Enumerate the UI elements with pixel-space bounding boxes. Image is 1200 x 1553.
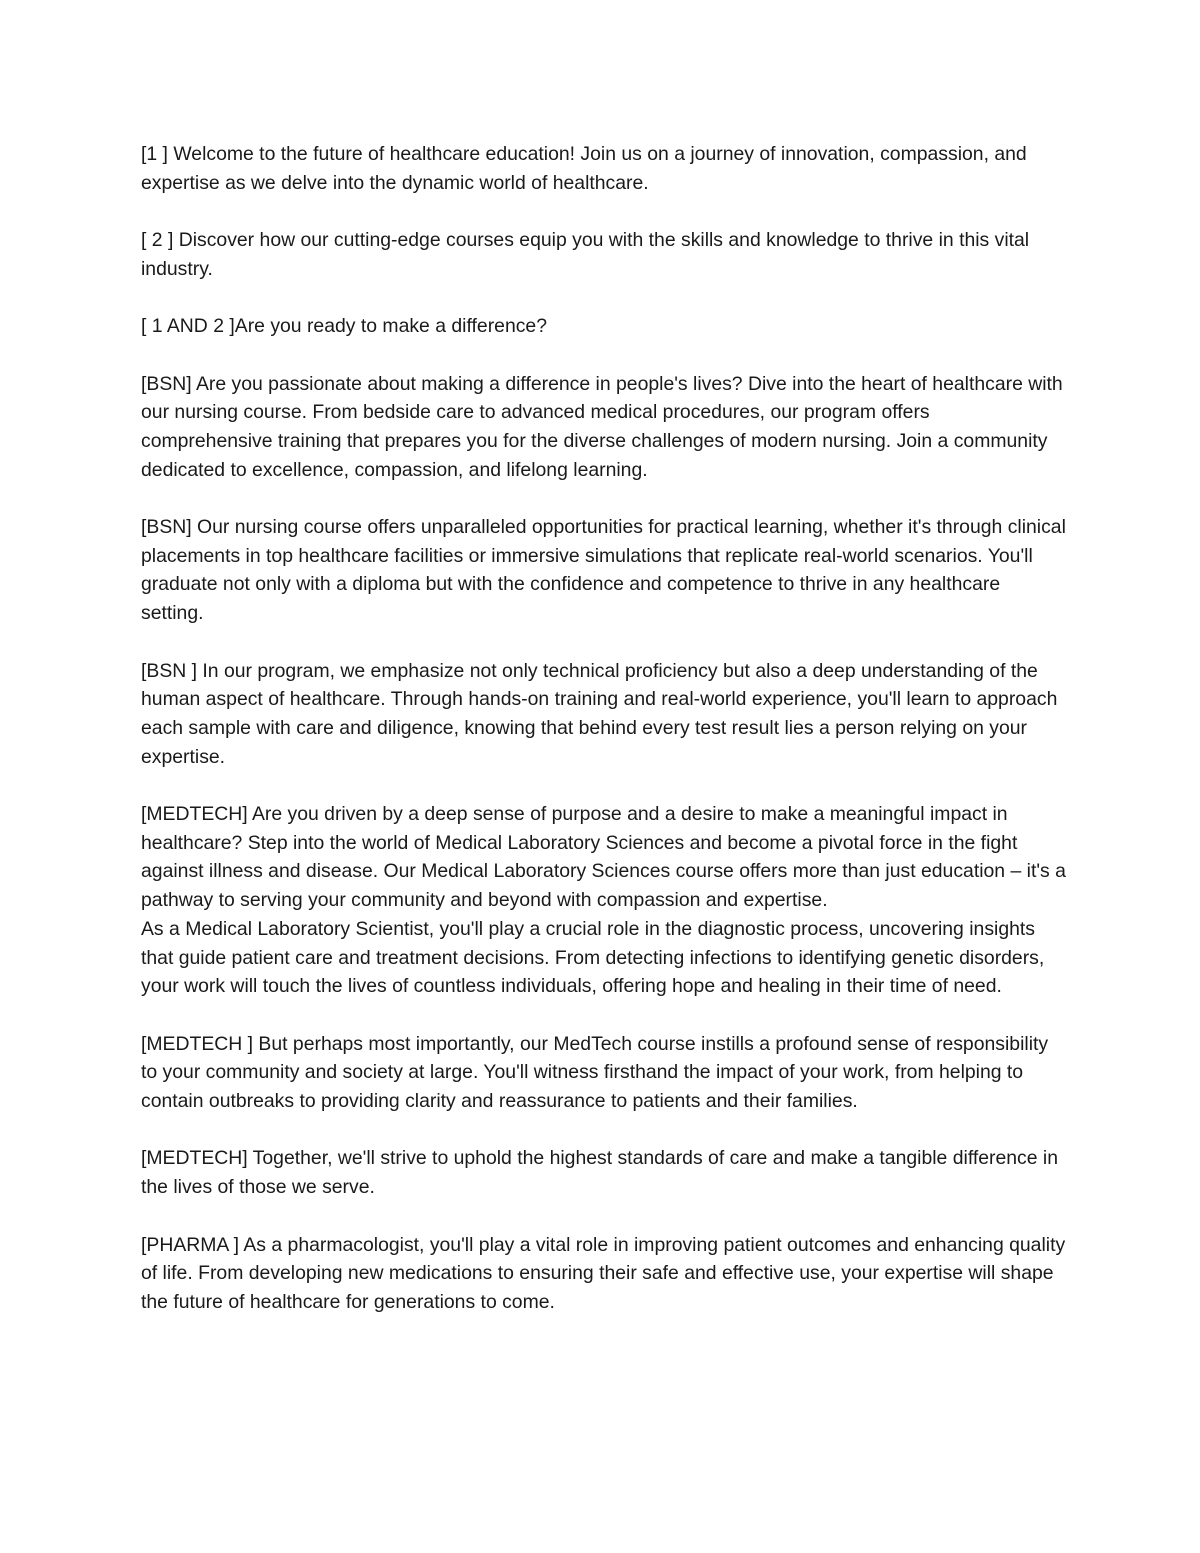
paragraph-pharma: [PHARMA ] As a pharmacologist, you'll play a vital role in improving patient outcomes and enhancing quality of life. From developing new medications to ensuring their safe and effective use, your expertise will shape the future of healthcare for generations to come. (141, 1233, 1066, 1313)
paragraph-medtech-responsibility: [MEDTECH ] But perhaps most importantly, our MedTech course instills a profound sense of responsibility to your community and society at large. You'll witness firsthand the impact of your work, from helping to contain outbreaks to providing clarity and reassurance to patients and their families. (141, 1032, 1049, 1113)
paragraph-welcome: [1 ] Welcome to the future of healthcare education! Join us on a journey of innovation, compassion, and expertise as we delve into the dynamic world of healthcare. (141, 143, 1027, 194)
paragraph-medtech-together: [MEDTECH] Together, we'll strive to uphold the highest standards of care and make a tangible difference in the lives of those we serve. (141, 1147, 1059, 1199)
paragraph-bsn-passionate: [BSN] Are you passionate about making a difference in people's lives? Dive into the heart of healthcare with our nursing course. From bedside care to advanced medical procedures, our program offers comprehensive training that prepares you for the diverse challenges of modern nursing. Join a community dedicated to excellence, compassion, and lifelong learning. (141, 372, 1063, 481)
paragraph-medtech-purpose: [MEDTECH] Are you driven by a deep sense of purpose and a desire to make a meaningful impact in healthcare? Step into the world of Medical Laboratory Sciences and become a pivotal force in the fight against illness and disease. Our Medical Laboratory Sciences course offers more than just education – it's a pathway to serving your community and beyond with compassion and expertise. (141, 803, 1066, 912)
paragraph-medtech-scientist: As a Medical Laboratory Scientist, you'll play a crucial role in the diagnostic process, uncovering insights that guide patient care and treatment decisions. From detecting infections to identifying genetic disorders, your work will touch the lives of countless individuals, offering hope and healing in their time of need. (141, 917, 1045, 998)
paragraph-bsn-practical: [BSN] Our nursing course offers unparalleled opportunities for practical learning, whether it's through clinical placements in top healthcare facilities or immersive simulations that replicate real-world scenarios. You'll graduate not only with a diploma but with the confidence and competence to thrive in any healthcare setting. (141, 516, 1066, 625)
paragraph-discover: [ 2 ] Discover how our cutting-edge courses equip you with the skills and knowledge to thrive in this vital industry. (141, 229, 1030, 280)
paragraph-bsn-program: [BSN ] In our program, we emphasize not only technical proficiency but also a deep understanding of the human aspect of healthcare. Through hands-on training and real-world experience, you'll learn to approach each sample with care and diligence, knowing that behind every test result lies a person relying on your expertise. (141, 659, 1058, 768)
document-body (141, 140, 1066, 1345)
paragraph-ready: [ 1 AND 2 ]Are you ready to make a difference? (141, 315, 547, 338)
